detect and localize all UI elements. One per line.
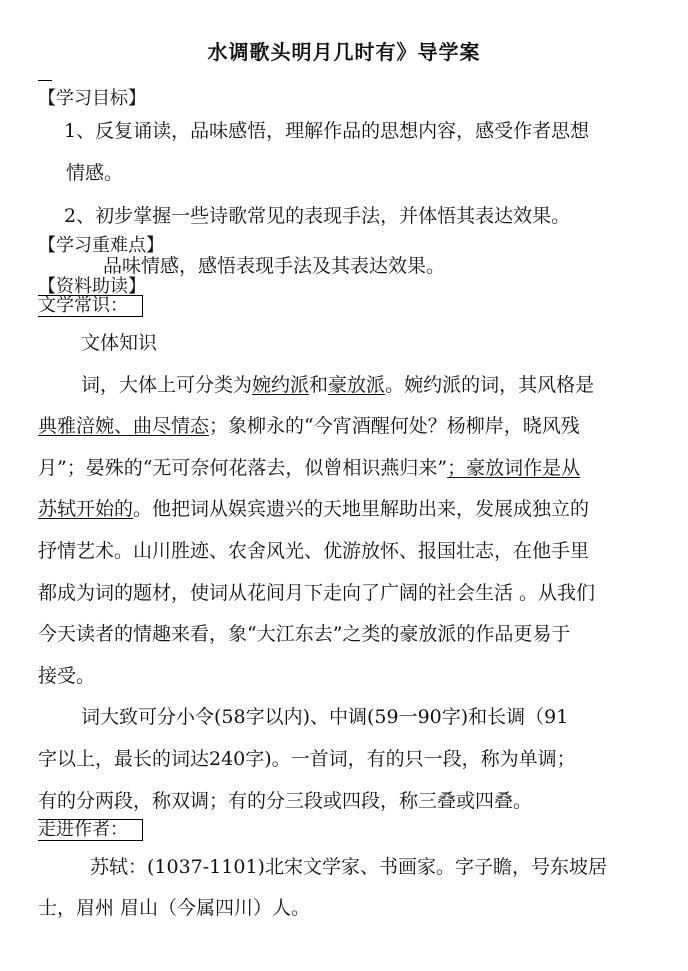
author-line1: 苏轼：(1037-1101)北宋文学家、书画家。字子瞻，号东坡居 [90,856,607,878]
para1-line3 [38,453,580,480]
para1-line6: 都成为词的题材，使词从花间月下走向了广阔的社会生活 。从我们 [38,582,596,604]
text-run: 词，大体上可分类为 [81,374,253,396]
author-label: 走进作者： [38,819,143,841]
literature-label-wrap [38,294,143,317]
para2-line1: 词大致可分小令(58字以内)、中调(59一90字)和长调（91 [81,706,569,728]
para1-line8: 接受。 [38,665,96,687]
goal-item-2: 2、初步掌握一些诗歌常见的表现手法，并体悟其表达效果。 [64,205,571,227]
para2-line3: 有的分两段，称双调；有的分三段或四段，称三叠或四叠。 [38,790,533,812]
text-run: 和 [309,374,329,396]
author-line2: 士，眉州 眉山（今属四川）人。 [38,897,311,919]
literature-label: 文学常识： [38,295,143,317]
term-style: 典雅涪婉、曲尽情态 [38,415,210,437]
genre-subheading: 文体知识 [81,332,158,354]
goal-item-1-line-1: 1、反复诵读，品味感悟，理解作品的思想内容，感受作者思想 [64,120,590,142]
term-sushi-origin: 苏轼开始的 [38,498,134,520]
para2-line2: 字以上，最长的词达240字)。一首词，有的只一段，称为单调； [38,748,576,770]
term-haofang-origin: ；豪放词作是从 [447,457,581,479]
para1-line2 [38,411,580,438]
para1-line4 [38,494,589,521]
decorative-line [38,80,52,81]
text-run: 。他把词从娱宾遗兴的天地里解助出来，发展成独立的 [133,498,590,520]
text-run: 月”；晏殊的“无可奈何花落去，似曾相识燕归来” [38,457,448,479]
author-label-wrap [38,818,143,841]
goals-heading: 【学习目标】 [38,88,146,109]
text-run: ；象柳永的“今宵酒醒何处？杨柳岸，晓风残 [209,415,580,437]
document-title: 水调歌头明月几时有》导学案 [207,40,481,64]
para1-line5: 抒情艺术。山川胜迹、农舍风光、优游放怀、报国壮志，在他手里 [38,540,590,562]
para1-line7: 今天读者的情趣来看，象“大江东去”之类的豪放派的作品更易于 [38,623,571,645]
key-points-heading: 【学习重难点】 [38,235,164,256]
text-run: 。婉约派的词，其风格是 [385,374,595,396]
key-points-text: 品味情感，感悟表现手法及其表达效果。 [103,255,446,277]
term-haofang: 豪放派 [328,374,386,396]
para1-line1 [81,370,594,397]
term-wanyue: 婉约派 [252,374,310,396]
reference-heading: 【资料助读】 [38,276,146,297]
goal-item-1-line-2: 情感。 [66,162,124,184]
